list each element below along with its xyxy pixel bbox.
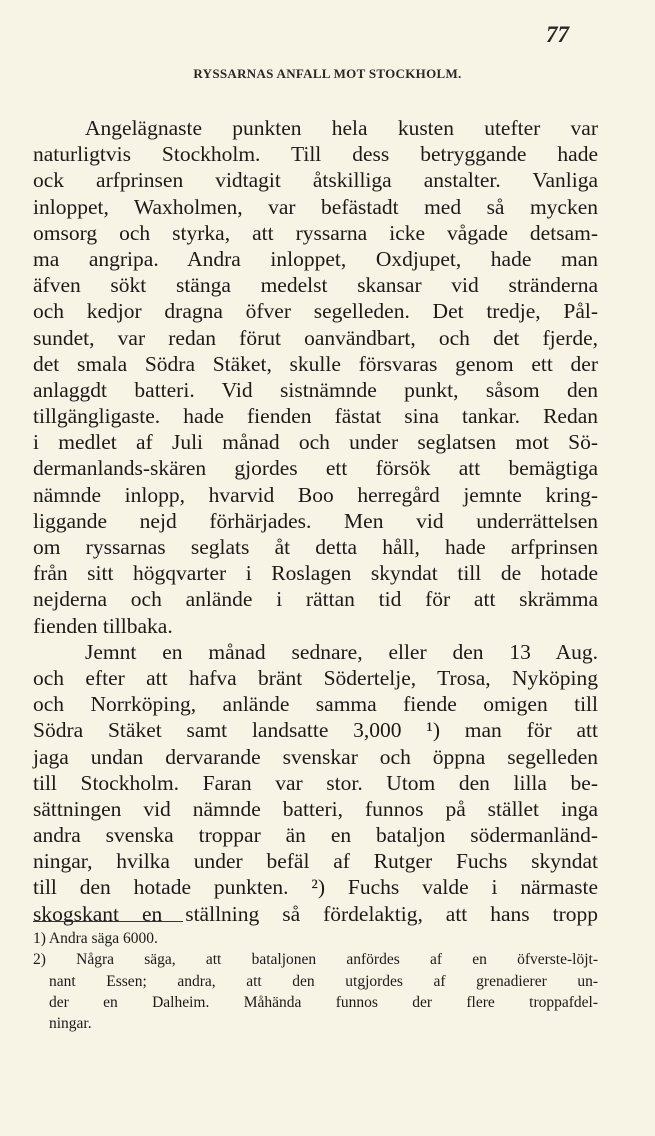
body-line: Jemnt en månad sednare, eller den 13 Aug. — [85, 639, 598, 664]
body-line: inloppet, Waxholmen, var befästadt med så mycken — [33, 194, 598, 219]
body-line: i medlet af Juli månad och under seglatsen mot Sö- — [33, 430, 598, 455]
body-line: dermanlands-skären gjordes ett försök att bemägtiga — [33, 456, 598, 481]
body-line: Angelägnaste punkten hela kusten utefter var — [85, 116, 598, 140]
body-line: anlaggdt batteri. Vid sistnämnde punkt, såsom den — [33, 377, 598, 402]
body-line: ma angripa. Andra inloppet, Oxdjupet, hade man — [33, 246, 598, 271]
footnote-line: ningar. — [49, 1015, 92, 1033]
body-line: sättningen vid nämnde batteri, funnos på stället inga — [33, 796, 598, 821]
body-text — [33, 115, 598, 927]
body-line: tillgängligaste. hade fienden fästat sina tankar. Redan — [33, 404, 598, 429]
body-line: andra svenska troppar än en bataljon södermanländ- — [33, 823, 598, 848]
body-line: äfven sökt stänga medelst skansar vid stränderna — [33, 273, 598, 298]
footnote-line: 2) Några säga, att bataljonen anfördes af en öfverste-löjt- — [33, 951, 598, 969]
body-line: Södra Stäket samt landsatte 3,000 ¹) man för att — [33, 718, 598, 743]
body-line: från sitt högqvarter i Roslagen skyndat till de hotade — [33, 561, 598, 586]
running-head: RYSSARNAS ANFALL MOT STOCKHOLM. — [193, 66, 462, 81]
body-line: skogskant en ställning så fördelaktig, att hans tropp — [33, 901, 598, 926]
body-line: och efter att hafva bränt Södertelje, Trosa, Nyköping — [33, 665, 598, 690]
body-line: nämnde inlopp, hvarvid Boo herregård jemnte kring- — [33, 482, 598, 507]
page-number: 77 — [546, 22, 569, 47]
body-line: liggande nejd förhärjades. Men vid underrättelsen — [33, 508, 598, 533]
footnote-line: 1) Andra säga 6000. — [33, 930, 158, 947]
body-line: till Stockholm. Faran var stor. Utom den lilla be- — [33, 770, 598, 795]
body-line: nejderna och anlände i rättan tid för att skrämma — [33, 587, 598, 612]
body-line: ock arfprinsen vidtagit åtskilliga anstalter. Vanliga — [33, 168, 598, 193]
body-line: det smala Södra Stäket, skulle försvaras genom ett der — [33, 351, 598, 376]
body-line: omsorg och styrka, att ryssarna icke vågade detsam- — [33, 220, 598, 245]
footnotes — [33, 928, 598, 1034]
body-line: och kedjor dragna öfver segelleden. Det tredje, Pål- — [33, 299, 598, 324]
body-line: sundet, var redan förut oanvändbart, och det fjerde, — [33, 325, 598, 350]
body-line: naturligtvis Stockholm. Till dess betryggande hade — [33, 142, 598, 167]
body-line: om ryssarnas seglats åt detta håll, hade arfprinsen — [33, 535, 598, 559]
footnote-divider — [33, 921, 183, 922]
body-line: jaga undan dervarande svenskar och öppna segelleden — [33, 744, 598, 769]
body-line: till den hotade punkten. ²) Fuchs valde i närmaste — [33, 875, 598, 900]
footnote-line: nant Essen; andra, att den utgjordes af grenadierer un- — [49, 972, 598, 990]
body-line: fienden tillbaka. — [33, 613, 173, 638]
body-line: och Norrköping, anlände samma fiende omigen till — [33, 692, 598, 717]
body-line: ningar, hvilka under befäl af Rutger Fuchs skyndat — [33, 849, 598, 874]
footnote-line: der en Dalheim. Måhända funnos der flere troppafdel- — [49, 993, 598, 1011]
